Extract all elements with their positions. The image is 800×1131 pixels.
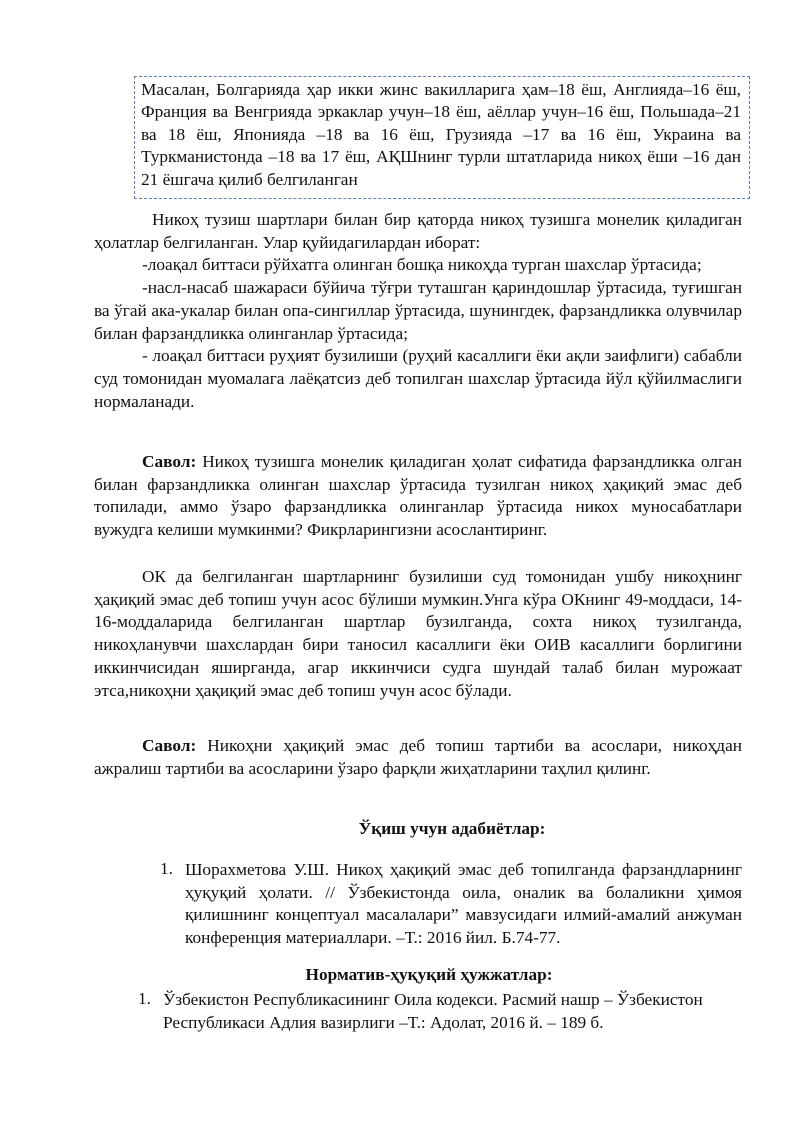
question-2-label: Савол: (142, 736, 197, 755)
paragraph-intro: Никоҳ тузиш шартлари билан бир қаторда никоҳ тузишга монелик қиладиган ҳолатлар белгиланган. Улар қуйидагилардан иборат: (94, 210, 742, 252)
answer-text: ОК да белгиланган шартларнинг бузилиши суд томонидан ушбу никоҳнинг ҳақиқий эмас деб топиш учун асос бўлиши мумкин.Унга кўра ОКнинг 49-моддаси, 14-16-моддаларида белгиланган шартлар бузилганда, сохта никоҳ тузилганда, никоҳланувчи шахслардан бири таносил касаллиги ёки ОИВ касаллиги борлигини иккинчисидан яширганда, агар иккинчиси судга шундай талаб билан мурожаат этса,никоҳни ҳақиқий эмас деб топиш учун асос бўлади. (94, 567, 742, 700)
question-2-text: Никоҳни ҳақиқий эмас деб топиш тартиби ва асослари, никоҳдан ажралиш тартиби ва асосларини ўзаро фарқли жиҳатларини таҳлил қилинг. (94, 736, 742, 778)
example-text: Масалан, Болгарияда ҳар икки жинс вакилларига ҳам–18 ёш, Англияда–16 ёш, Франция ва Венгрияда эркаклар учун–18 ёш, аёллар учун–16 ёш, Польшада–21 ва 18 ёш, Японияда –18 ва 16 ёш, Грузияда –17 ва 16 ёш, Украина ва Туркманистонда –18 ва 17 ёш, АҚШнинг турли штатларида никоҳ ёши –16 дан 21 ёшгача қилиб белгиланган (141, 80, 741, 189)
normative-heading: Норматив-ҳуқуқий ҳужжатлар: (305, 965, 553, 984)
normative-item-text: Ўзбекистон Республикасининг Оила кодекси. Расмий нашр – Ўзбекистон Республикаси Адлия вазирлиги –Т.: Адолат, 2016 й. – 189 б. (163, 990, 703, 1032)
paragraph-item-1: -лоақал биттаси рўйхатга олинган бошқа никоҳда турган шахслар ўртасида; (142, 255, 702, 275)
literature-item-number: 1. (160, 859, 173, 878)
question-1-text: Никоҳ тузишга монелик қиладиган ҳолат сифатида фарзандликка олган билан фарзандликка олинган шахслар ўртасида тузилган никоҳ ҳақиқий эмас деб топилади, аммо ўзаро фарзандликка олинганлар ўртасида никох муносабатлари вужудга келиши мумкинми? Фикрларингизни асослантиринг. (94, 452, 742, 540)
question-1-label: Савол: (142, 452, 197, 471)
literature-list-item (160, 859, 742, 949)
paragraph-item-2: -насл-насаб шажараси бўйича тўғри туташган қариндошлар ўртасида, туғишган ва ўгай ака-укалар билан опа-сингиллар ўртасида, шунингдек, фарзандликка олувчилар билан фарзандликка олинганлар ўртасида; (94, 278, 742, 343)
literature-item-text: Шорахметова У.Ш. Никоҳ ҳақиқий эмас деб топилганда фарзандларнинг ҳуқуқий ҳолати. // Ўзбекистонда оила, оналик ва болаликни ҳимоя қилишнинг концептуал масалалари” мавзусидаги илмий-амалий анжуман конференция материаллари. –Т.: 2016 йил. Б.74-77. (185, 860, 742, 947)
example-text-box (134, 76, 750, 199)
answer-paragraph (94, 566, 742, 702)
normative-list-item (138, 989, 728, 1034)
paragraph-item-3: - лоақал биттаси руҳият бузилиши (руҳий касаллиги ёки ақли заифлиги) сабабли суд томонидан муомалага лаёқатсиз деб топилган шахслар ўртасида йўл қўйилмаслиги нормаланади. (94, 346, 742, 411)
literature-heading: Ўқиш учун адабиётлар: (358, 819, 546, 838)
question-1 (94, 451, 742, 542)
conditions-section (94, 209, 742, 413)
normative-item-number: 1. (138, 989, 151, 1008)
question-2 (94, 735, 742, 780)
